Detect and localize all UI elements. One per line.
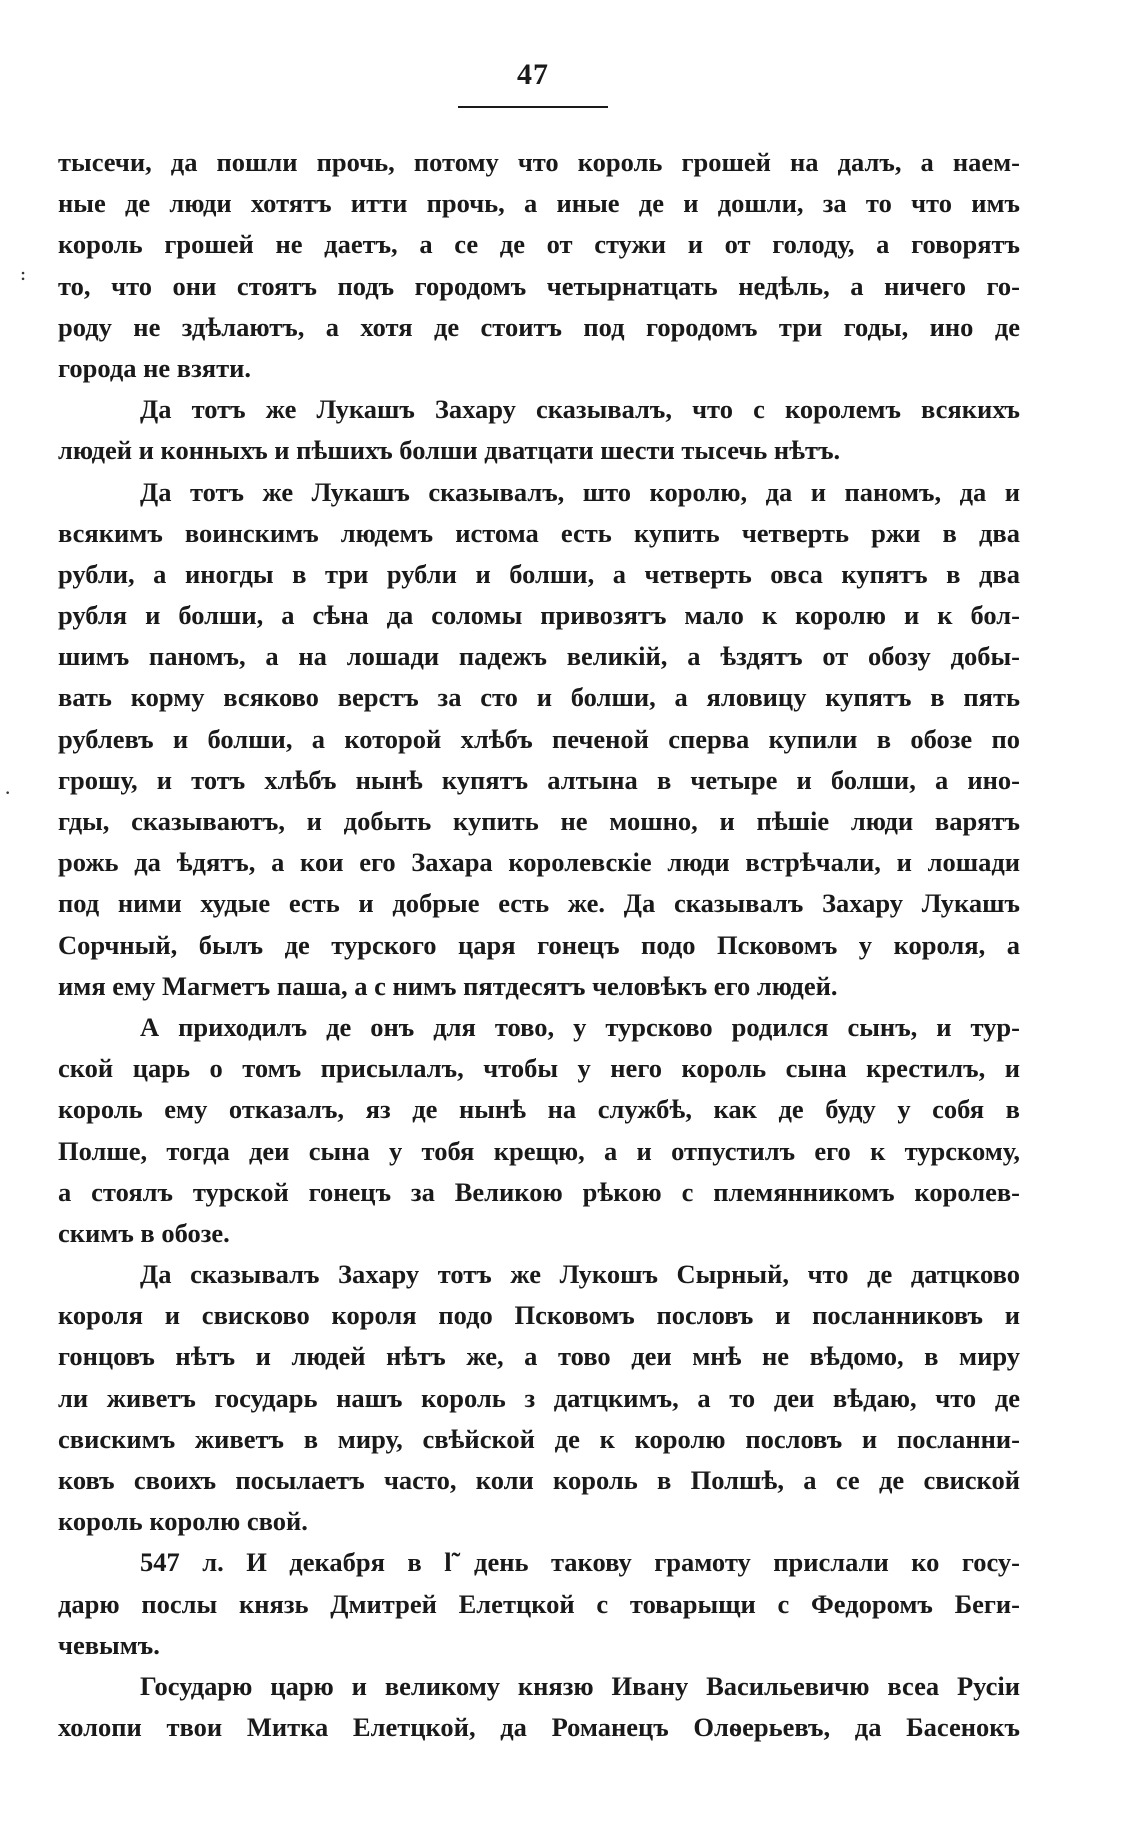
text-line: рублевъ и болши, а которой хлѣбъ печеной сперва купили в обозе по: [58, 723, 1020, 754]
text-line: а стоялъ турской гонецъ за Великою рѣкою с племянникомъ королев-: [58, 1176, 1020, 1207]
text-line: имя ему Магметъ паша, а с нимъ пятдесятъ человѣкъ его людей.: [58, 970, 838, 1001]
body-text: [58, 142, 1020, 1748]
text-line: Государю царю и великому князю Ивану Васильевичю всеа Русiи: [140, 1670, 1020, 1701]
text-line: скимъ в обозе.: [58, 1217, 230, 1248]
text-line: рубля и болши, а сѣна да соломы привозятъ мало к королю и к бол-: [58, 600, 1020, 631]
text-line: свискимъ живетъ в миру, свѣйской де к королю пословъ и посланни-: [58, 1423, 1020, 1454]
text-line: 547 л. И декабря в ӏ̃ день такову грамоту прислали ко госу-: [140, 1547, 1020, 1578]
text-line: гонцовъ нѣтъ и людей нѣтъ же, а тово деи мнѣ не вѣдомо, в миру: [58, 1341, 1020, 1372]
margin-mark: ·: [4, 780, 12, 805]
text-line: гды, сказываютъ, и добыть купить не мошно, и пѣшiе люди варятъ: [58, 806, 1020, 836]
text-line: ные де люди хотятъ итти прочь, а иные де и дошли, за то что имъ: [58, 188, 1020, 219]
text-line: людей и конныхъ и пѣшихъ болши дватцати шести тысечь нѣтъ.: [58, 435, 841, 466]
text-line: чевымъ.: [58, 1629, 160, 1660]
text-line: рожь да ѣдятъ, а кои его Захара королевскiе люди встрѣчали, и лошади: [58, 847, 1020, 878]
text-line: король грошей не даетъ, а се де от стужи и от голоду, а говорятъ: [58, 229, 1020, 260]
text-line: короля и свисково короля подо Псковомъ пословъ и посланниковъ и: [58, 1300, 1020, 1331]
text-line: король королю свой.: [58, 1506, 308, 1537]
text-line: Да тотъ же Лукашъ Захару сказывалъ, что с королемъ всякихъ: [140, 394, 1020, 425]
text-line: тысечи, да пошли прочь, потому что король грошей на далъ, а наем-: [58, 147, 1020, 177]
margin-mark: ꞉: [20, 262, 27, 287]
text-line: ской царь о томъ присылалъ, чтобы у него король сына крестилъ, и: [58, 1053, 1020, 1084]
text-line: Да тотъ же Лукашъ сказывалъ, што королю, да и паномъ, да и: [140, 476, 1020, 507]
text-line: Полше, тогда деи сына у тобя крещю, а и отпустилъ его к турскому,: [58, 1135, 1020, 1166]
text-line: рубли, а иногды в три рубли и болши, а четверть овса купятъ в два: [58, 558, 1020, 589]
text-line: грошу, и тотъ хлѣбъ нынѣ купятъ алтына в четыре и болши, а ино-: [58, 764, 1020, 795]
text-line: всякимъ воинскимъ людемъ истома есть купить четверть ржи в два: [58, 517, 1020, 548]
text-line: вать корму всяково верстъ за сто и болши, а яловицу купятъ в пять: [58, 682, 1020, 713]
header-rule: [458, 106, 608, 108]
text-line: Да сказывалъ Захару тотъ же Лукошъ Сырный, что де датцково: [140, 1259, 1020, 1290]
text-line: под ними худые есть и добрые есть же. Да сказывалъ Захару Лукашъ: [58, 888, 1020, 919]
text-line: то, что они стоятъ подъ городомъ четырнатцать недѣль, а ничего го-: [58, 270, 1020, 301]
page-number: 47: [517, 58, 549, 91]
text-line: А приходилъ де онъ для тово, у турсково родился сынъ, и тур-: [140, 1011, 1020, 1042]
text-line: Сорчный, былъ де турского царя гонецъ подо Псковомъ у короля, а: [58, 929, 1020, 960]
text-line: города не взяти.: [58, 352, 251, 383]
text-line: ли живетъ государь нашъ король з датцкимъ, а то деи вѣдаю, что де: [58, 1382, 1020, 1413]
text-line: король ему отказалъ, яз де нынѣ на службѣ, как де буду у собя в: [58, 1094, 1020, 1125]
text-line: ковъ своихъ посылаетъ часто, коли король в Полшѣ, а се де свиской: [58, 1465, 1020, 1495]
text-line: шимъ паномъ, а на лошади падежъ великiй, а ѣздятъ от обозу добы-: [58, 641, 1020, 672]
text-line: дарю послы князь Дмитрей Елетцкой с товарыщи с Федоромъ Беги-: [58, 1588, 1020, 1619]
text-line: холопи твои Митка Елетцкой, да Романецъ Олѳерьевъ, да Басенокъ: [58, 1712, 1020, 1743]
text-line: роду не здѣлаютъ, а хотя де стоитъ под городомъ три годы, ино де: [58, 311, 1020, 342]
